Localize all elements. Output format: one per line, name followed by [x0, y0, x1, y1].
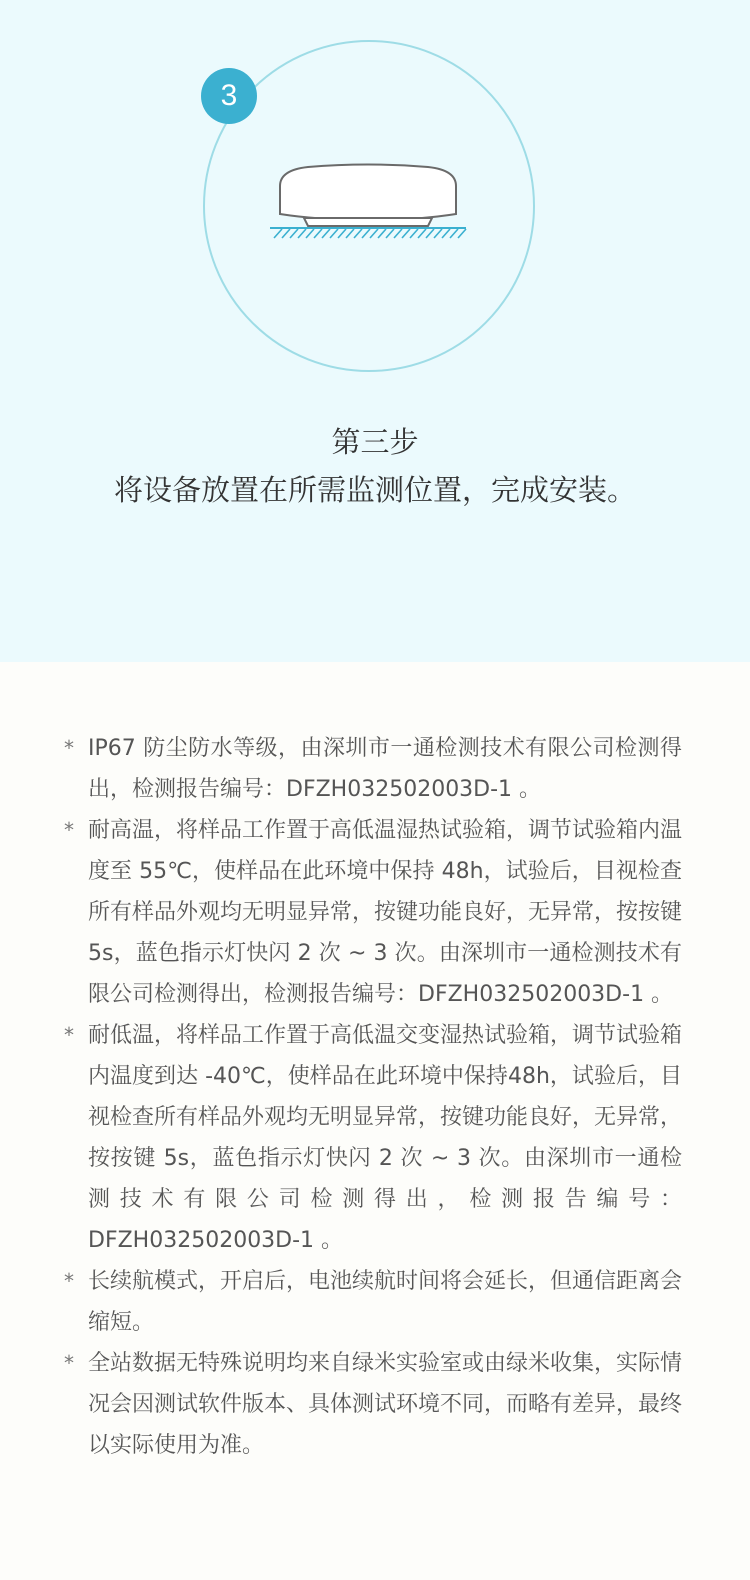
note-item — [62, 728, 682, 810]
note-item — [62, 1343, 682, 1466]
note-bullet: * — [64, 1023, 74, 1047]
note-item — [62, 810, 682, 1015]
note-item — [62, 1015, 682, 1261]
notes-list — [62, 728, 682, 1466]
note-bullet: * — [64, 1351, 74, 1375]
note-text: 耐低温，将样品工作置于高低温交变湿热试验箱，调节试验箱内温度到达 -40℃，使样品在此环境中保持48h，试验后，目视检查所有样品外观均无明显异常，按键功能良好，无异常，按按键 5s，蓝色指示灯快闪 2 次 ~ 3 次。由深圳市一通检测技术有限公司检测得出，检测报告编号：DFZH032502003D-1 。 — [88, 1023, 683, 1253]
note-item — [62, 1261, 682, 1343]
step-illustration-section — [0, 0, 750, 662]
note-text: 全站数据无特殊说明均来自绿米实验室或由绿米收集，实际情况会因测试软件版本、具体测试环境不同，而略有差异，最终以实际使用为准。 — [88, 1351, 683, 1458]
sensor-device-icon — [268, 160, 468, 244]
note-bullet: * — [64, 1269, 74, 1293]
note-text: 耐高温，将样品工作置于高低温湿热试验箱，调节试验箱内温度至 55℃，使样品在此环境中保持 48h，试验后，目视检查所有样品外观均无明显异常，按键功能良好，无异常，按按键 5s，蓝色指示灯快闪 2 次 ~ 3 次。由深圳市一通检测技术有限公司检测得出，检测报告编号：DFZH032502003D-1 。 — [88, 818, 683, 1007]
step-number-badge: 3 — [201, 68, 257, 124]
note-bullet: * — [64, 736, 74, 760]
step-description: 将设备放置在所需监测位置，完成安装。 — [113, 473, 636, 507]
note-text: IP67 防尘防水等级，由深圳市一通检测技术有限公司检测得出，检测报告编号：DFZH032502003D-1 。 — [88, 736, 682, 802]
note-text: 长续航模式，开启后，电池续航时间将会延长，但通信距离会缩短。 — [88, 1269, 683, 1335]
step-title: 第三步 — [331, 425, 419, 459]
note-bullet: * — [64, 818, 74, 842]
